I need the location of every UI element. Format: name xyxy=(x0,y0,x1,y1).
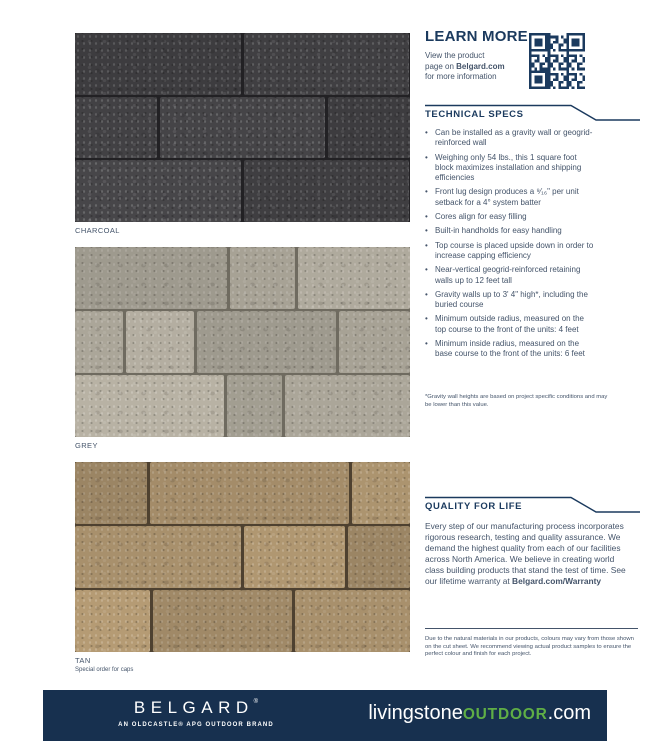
grey-wall-photo xyxy=(75,247,410,437)
colour-disclaimer: Due to the natural materials in our products, colours may vary from those shown on the cut sheet. We recommend viewing actual product samples to ensure the perfect colour and finish for each project. xyxy=(425,636,634,658)
wall-block xyxy=(230,247,295,309)
spec-bullet-item xyxy=(425,128,597,149)
block-row xyxy=(75,160,410,222)
swatch-label-grey: GREY xyxy=(75,441,98,450)
technical-specs-title: TECHNICAL SPECS xyxy=(425,109,524,120)
spec-bullet-item xyxy=(425,265,597,286)
spec-bullet-text: Front lug design produces a ⁹⁄₁₆" per unit setback for a 4° system batter xyxy=(435,187,579,207)
spec-bullet-text: Built-in handholds for easy handling xyxy=(435,226,562,236)
spec-bullet-text: Minimum inside radius, measured on the base course to the front of the units: 6 feet xyxy=(435,339,585,359)
wall-block xyxy=(75,375,224,437)
swatch-note-tan: Special order for caps xyxy=(75,667,134,673)
block-row xyxy=(75,97,410,159)
wall-block xyxy=(244,33,410,95)
bullet-icon: • xyxy=(425,128,428,137)
spec-bullet-item xyxy=(425,339,597,360)
spec-bullet-text: Cores align for easy filling xyxy=(435,212,527,222)
wall-block xyxy=(244,526,346,588)
wall-block xyxy=(285,375,410,437)
site-outdoor: OUTDOOR xyxy=(462,706,548,723)
quality-paragraph xyxy=(425,521,633,587)
bullet-icon: • xyxy=(425,339,428,349)
swatch-grey xyxy=(75,247,410,450)
bullet-icon: • xyxy=(425,314,428,324)
site-livingstone: livingstone xyxy=(368,702,463,724)
tan-wall-photo xyxy=(75,462,410,652)
spec-bullet-text: Gravity walls up to 3' 4" high*, including the buried course xyxy=(435,289,588,310)
wall-block xyxy=(352,462,410,524)
bullet-icon: • xyxy=(425,240,428,250)
block-row xyxy=(75,590,410,652)
block-row xyxy=(75,462,410,524)
learn-more-line1: View the product xyxy=(425,51,485,60)
specs-list xyxy=(425,128,597,364)
wall-block xyxy=(298,247,410,309)
wall-block xyxy=(197,311,335,373)
wall-block xyxy=(75,97,157,159)
charcoal-wall-photo xyxy=(75,33,410,222)
wall-block xyxy=(244,160,410,222)
warranty-link[interactable]: Belgard.com/Warranty xyxy=(512,576,602,586)
wall-block xyxy=(126,311,194,373)
gravity-wall-footnote: *Gravity wall heights are based on project specific conditions and may be lower than this value. xyxy=(425,394,608,408)
spec-bullet-item xyxy=(425,314,597,335)
spec-bullet-text: Near-vertical geogrid-reinforced retaining walls up to 12 feet tall xyxy=(435,265,581,285)
learn-more-text xyxy=(425,51,505,83)
belgard-wordmark: BELGARD® xyxy=(133,698,259,717)
footer-bar xyxy=(43,690,607,741)
livingstone-outdoor-link[interactable] xyxy=(368,702,591,725)
spec-bullet-text: Minimum outside radius, measured on the top course to the front of the units: 4 feet xyxy=(435,314,584,334)
technical-specs-header xyxy=(425,104,640,124)
spec-bullet-text: Weighing only 54 lbs., this 1 square foot block maximizes installation and shipping efficiencies xyxy=(435,152,582,183)
wall-block xyxy=(75,462,147,524)
quality-for-life-header xyxy=(425,496,640,516)
swatch-tan xyxy=(75,462,410,673)
registered-mark: ® xyxy=(253,699,259,705)
block-row xyxy=(75,311,410,373)
wall-block xyxy=(339,311,410,373)
spec-bullet-text: Top course is placed upside down in order to increase capping efficiency xyxy=(435,240,594,260)
bullet-icon: • xyxy=(425,152,428,162)
disclaimer-divider xyxy=(425,628,638,629)
bullet-icon: • xyxy=(425,187,428,197)
block-row xyxy=(75,375,410,437)
wall-block xyxy=(75,160,241,222)
wall-block xyxy=(153,590,292,652)
wall-block xyxy=(75,526,241,588)
spec-bullet-item xyxy=(425,241,597,262)
block-row xyxy=(75,526,410,588)
spec-bullet-text: Can be installed as a gravity wall or geogrid-reinforced wall xyxy=(435,128,593,148)
wall-block xyxy=(295,590,410,652)
wall-block xyxy=(160,97,326,159)
wall-block xyxy=(75,247,227,309)
site-dotcom: .com xyxy=(547,702,591,724)
bullet-icon: • xyxy=(425,212,428,222)
spec-bullet-item xyxy=(425,290,597,311)
quality-text: Every step of our manufacturing process incorporates rigorous research, testing and quality assurance. We demand the highest quality from each of our facilities across North America. We believe in creating world class building products that stand the test of time. See our lifetime warranty at xyxy=(425,521,626,586)
wall-block xyxy=(328,97,410,159)
wall-block xyxy=(348,526,410,588)
spec-bullet-item xyxy=(425,212,597,222)
bullet-icon: • xyxy=(425,226,428,236)
belgard-logo xyxy=(101,698,291,728)
spec-bullet-item xyxy=(425,187,597,208)
bullet-icon: • xyxy=(425,265,428,275)
qr-code-icon xyxy=(529,33,585,89)
wall-block xyxy=(75,33,241,95)
wall-block xyxy=(227,375,282,437)
oldcastle-tagline: AN OLDCASTLE® APG OUTDOOR BRAND xyxy=(118,722,274,728)
spec-bullet-item xyxy=(425,226,597,236)
wall-block xyxy=(150,462,349,524)
wall-block xyxy=(75,311,123,373)
wall-block xyxy=(75,590,150,652)
quality-for-life-title: QUALITY FOR LIFE xyxy=(425,501,523,512)
spec-bullet-item xyxy=(425,153,597,184)
block-row xyxy=(75,33,410,95)
learn-more-line3: for more information xyxy=(425,72,497,81)
block-row xyxy=(75,247,410,309)
swatch-charcoal xyxy=(75,33,410,235)
bullet-icon: • xyxy=(425,289,428,299)
swatch-label-tan: TAN xyxy=(75,656,91,665)
belgard-com-link[interactable]: Belgard.com xyxy=(456,61,505,71)
learn-more-line2: page on xyxy=(425,61,457,71)
swatch-label-charcoal: CHARCOAL xyxy=(75,226,120,235)
learn-more-title: LEARN MORE xyxy=(425,28,528,45)
